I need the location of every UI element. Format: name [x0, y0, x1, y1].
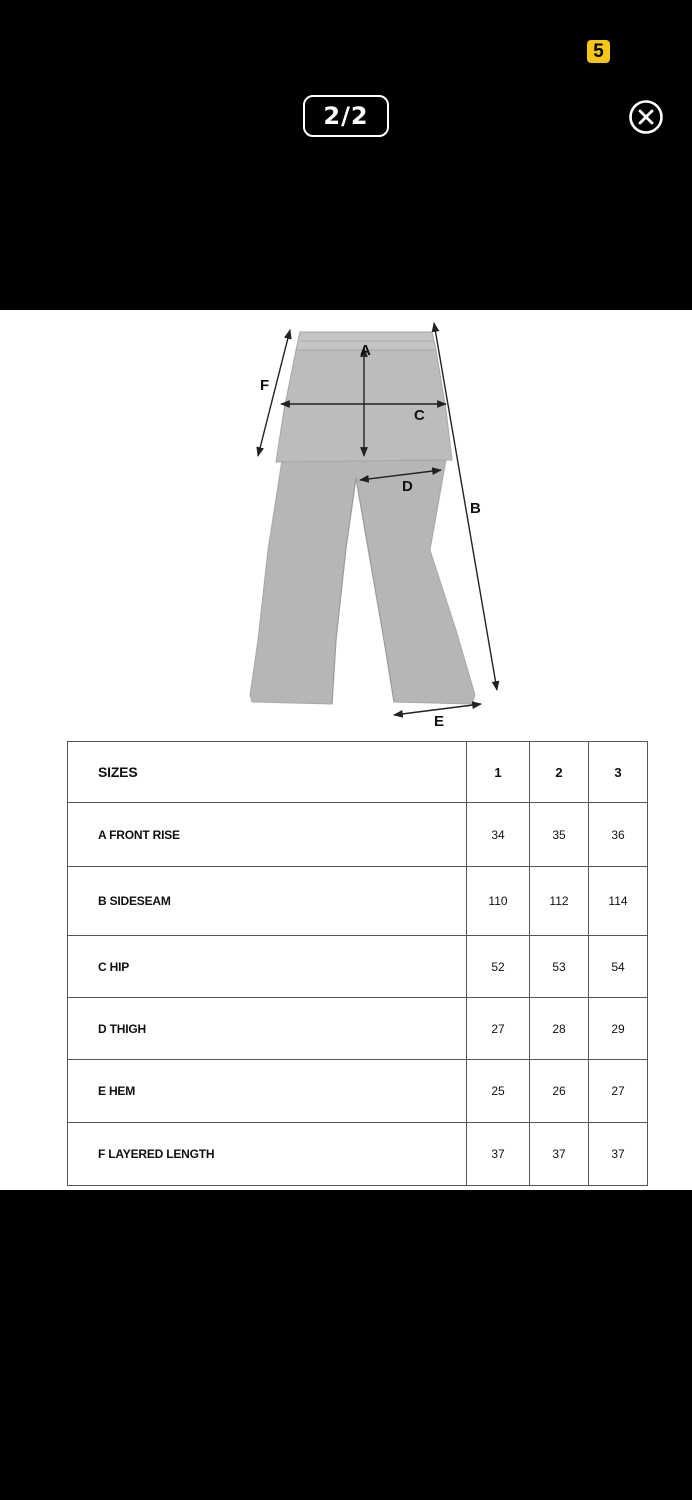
dimension-label-c: C — [414, 407, 425, 424]
table-row — [68, 998, 648, 1060]
close-icon — [628, 99, 664, 135]
measurement-value: 26 — [530, 1060, 589, 1123]
measurement-value: 25 — [467, 1060, 530, 1123]
table-row — [68, 1060, 648, 1123]
page-counter: 2/2 — [303, 95, 389, 137]
measurement-value: 112 — [530, 867, 589, 936]
measurement-value: 29 — [589, 998, 648, 1060]
measurement-value: 114 — [589, 867, 648, 936]
size-chart-image — [0, 310, 692, 1190]
dimension-label-f: F — [260, 377, 270, 394]
size-header-1: 1 — [467, 742, 530, 803]
measurement-value: 27 — [589, 1060, 648, 1123]
measurement-label: D THIGH — [68, 998, 467, 1060]
close-button[interactable] — [628, 99, 664, 135]
table-row — [68, 867, 648, 936]
measurement-value: 34 — [467, 803, 530, 867]
measurement-value: 54 — [589, 936, 648, 998]
measurement-label: C HIP — [68, 936, 467, 998]
dimension-label-e: E — [434, 713, 445, 730]
measurement-value: 27 — [467, 998, 530, 1060]
measurement-value: 36 — [589, 803, 648, 867]
pants-measurement-diagram — [0, 310, 692, 740]
measurement-value: 37 — [467, 1123, 530, 1186]
size-header-2: 2 — [530, 742, 589, 803]
measurement-value: 53 — [530, 936, 589, 998]
dimension-label-a: A — [360, 342, 371, 359]
table-row — [68, 803, 648, 867]
sizes-header: SIZES — [68, 742, 467, 803]
size-header-3: 3 — [589, 742, 648, 803]
measurement-value: 37 — [589, 1123, 648, 1186]
measurement-label: E HEM — [68, 1060, 467, 1123]
pants-legs — [250, 460, 475, 704]
notification-badge: 5 — [587, 40, 610, 63]
measurement-value: 37 — [530, 1123, 589, 1186]
size-table-header-row — [68, 742, 648, 803]
dimension-label-b: B — [470, 500, 481, 517]
dimension-label-d: D — [402, 478, 413, 495]
measurement-value: 28 — [530, 998, 589, 1060]
measurement-label: B SIDESEAM — [68, 867, 467, 936]
measurement-value: 110 — [467, 867, 530, 936]
measurement-label: F LAYERED LENGTH — [68, 1123, 467, 1186]
measurement-value: 52 — [467, 936, 530, 998]
measurement-value: 35 — [530, 803, 589, 867]
table-row — [68, 1123, 648, 1186]
table-row — [68, 936, 648, 998]
measurement-label: A FRONT RISE — [68, 803, 467, 867]
size-table — [67, 741, 648, 1186]
